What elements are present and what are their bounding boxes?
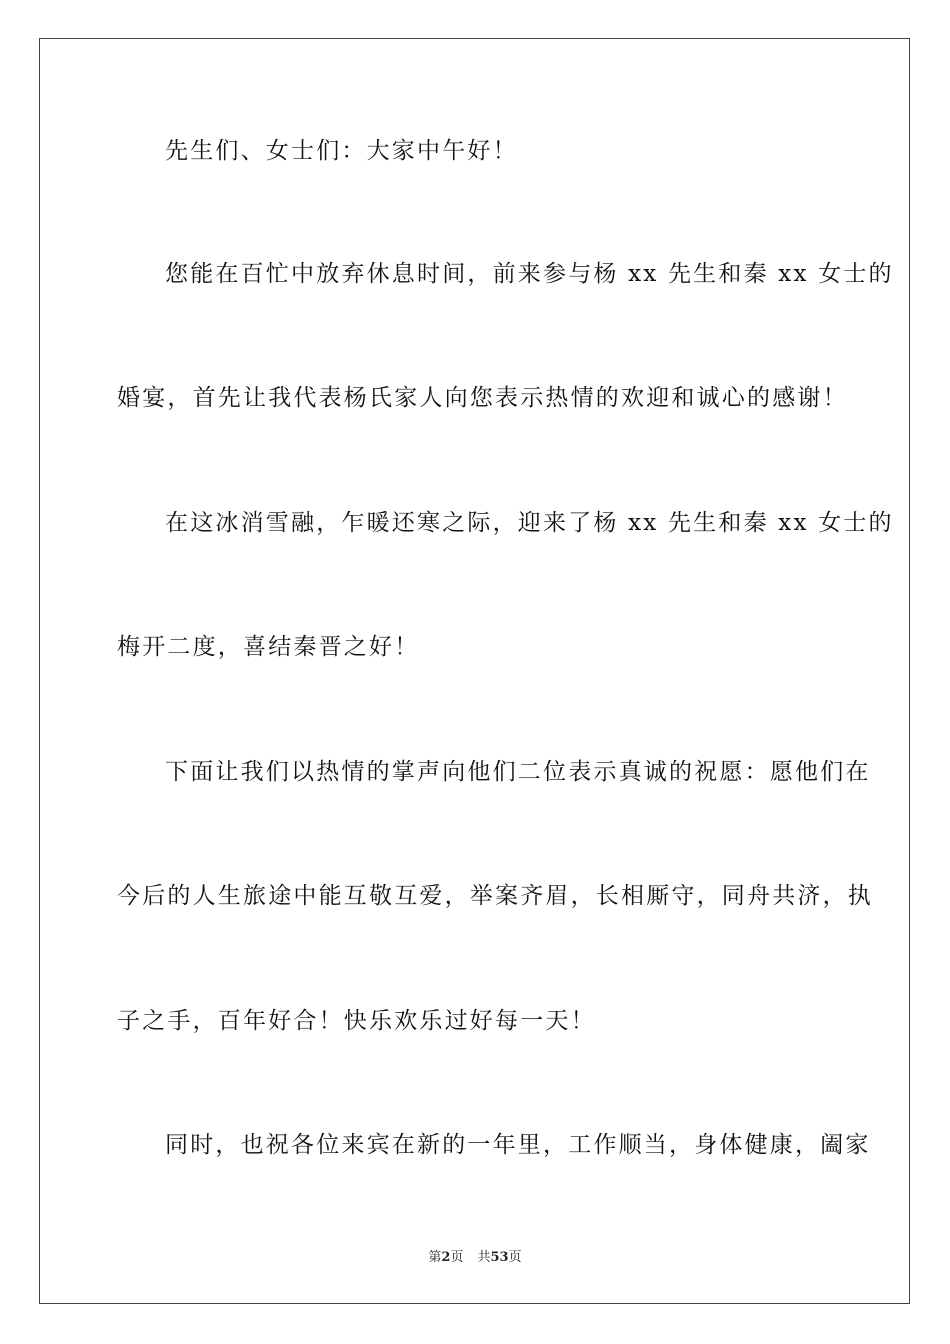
paragraph-line: 今后的人生旅途中能互敬互爱，举案齐眉，长相厮守，同舟共济，执: [117, 883, 873, 909]
paragraph-line: 子之手，百年好合！快乐欢乐过好每一天！: [117, 1008, 596, 1034]
paragraph-line: 下面让我们以热情的掌声向他们二位表示真诚的祝愿：愿他们在: [165, 759, 871, 785]
paragraph-line: 婚宴，首先让我代表杨氏家人向您表示热情的欢迎和诚心的感谢！: [117, 385, 848, 411]
total-page-count: 53: [490, 1250, 509, 1265]
footer-total-prefix: 共: [477, 1250, 491, 1265]
footer-prefix: 第: [428, 1250, 442, 1265]
paragraph-line: 同时，也祝各位来宾在新的一年里，工作顺当，身体健康，阖家: [165, 1132, 871, 1158]
paragraph-line: 您能在百忙中放弃休息时间，前来参与杨 xx 先生和秦 xx 女士的: [165, 261, 894, 287]
page-frame: [39, 38, 910, 1304]
current-page-number: 2: [441, 1250, 451, 1265]
page-footer: [0, 1246, 950, 1265]
paragraph-line: 在这冰消雪融，乍暖还寒之际，迎来了杨 xx 先生和秦 xx 女士的: [165, 510, 894, 536]
paragraph-line: 梅开二度，喜结秦晋之好！: [117, 634, 420, 660]
paragraph-greeting: 先生们、女士们：大家中午好！: [165, 138, 518, 164]
footer-page-suffix: 页: [450, 1250, 464, 1265]
footer-total-suffix: 页: [508, 1250, 522, 1265]
